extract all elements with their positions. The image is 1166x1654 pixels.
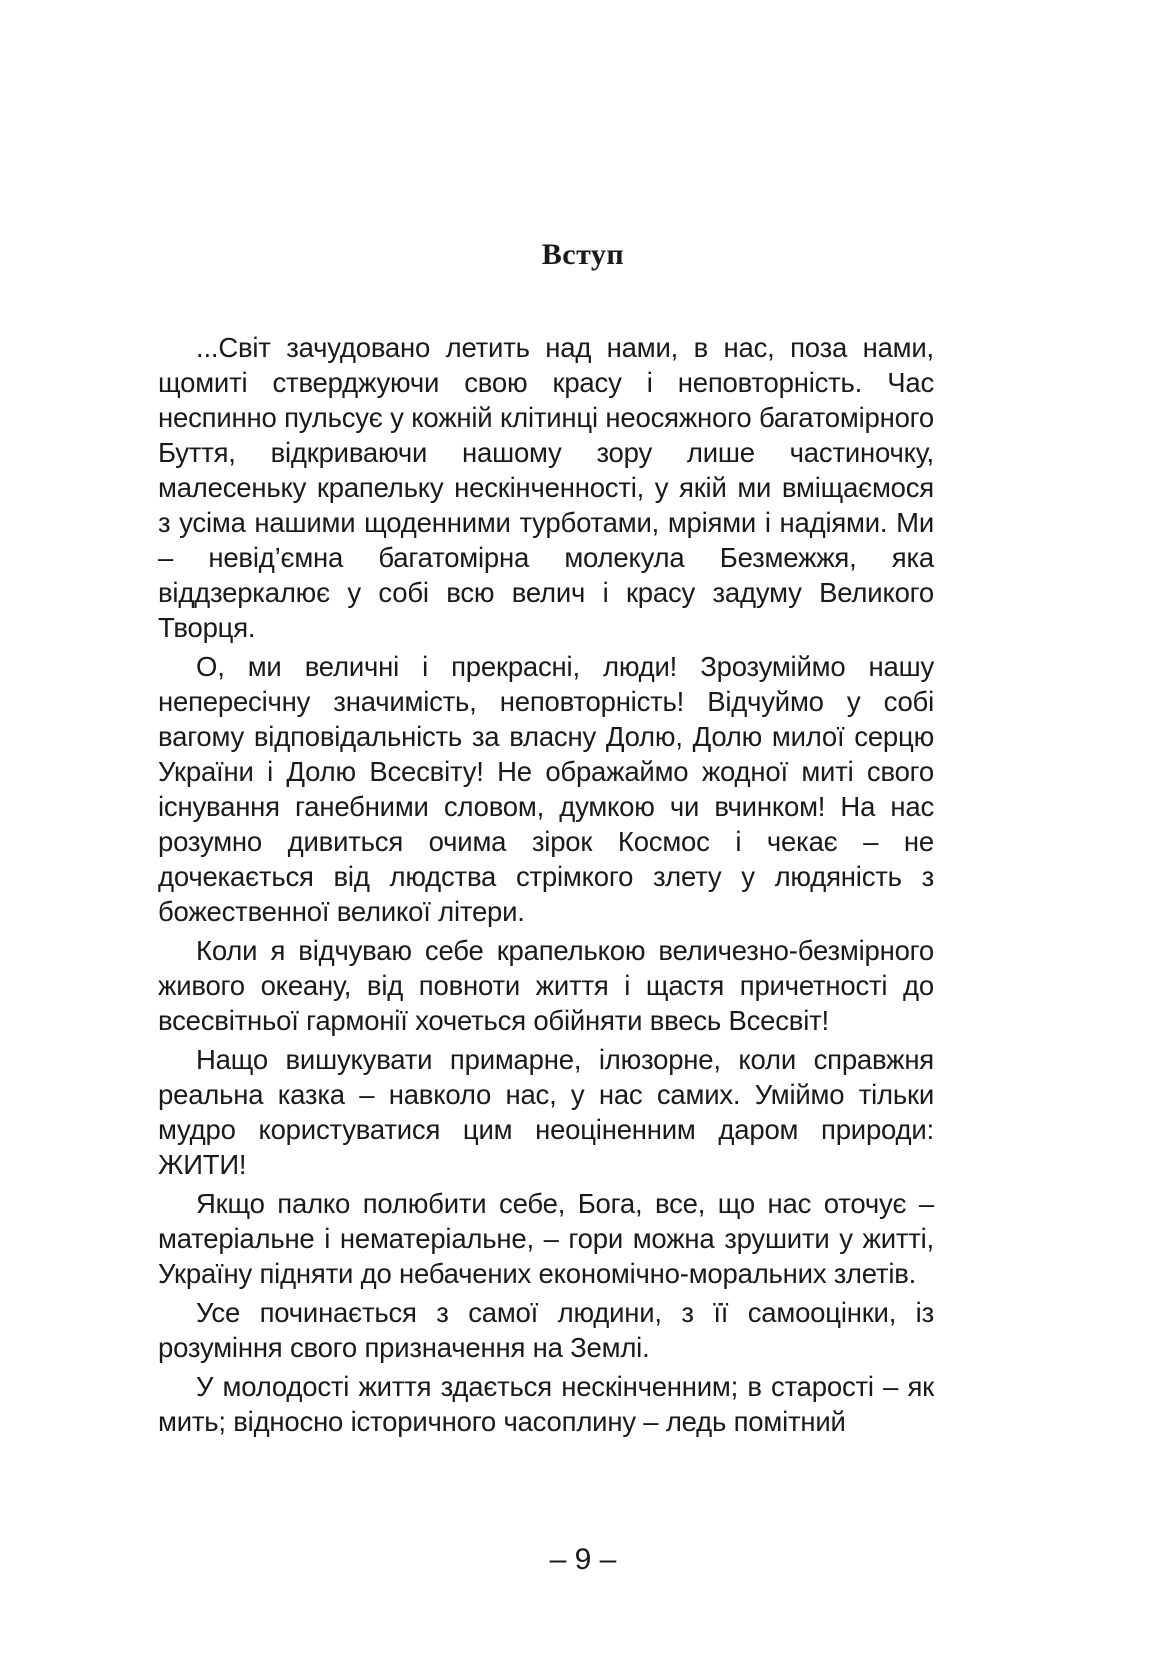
page-number: – 9 –	[549, 1543, 617, 1576]
paragraph: У молодості життя здається нескінченним; в старості – як мить; відносно історичного часоплину – ледь помітний	[158, 1371, 934, 1437]
paragraph: Усе починається з самої людини, з її самооцінки, із розуміння свого призначення на Землі.	[158, 1297, 934, 1363]
paragraph: Коли я відчуваю себе крапелькою величезно-безмірного живого океану, від повноти життя і щастя причетності до всесвітньої гармонії хочеться обійняти ввесь Всесвіт!	[158, 935, 934, 1036]
paragraph: Якщо палко полюбити себе, Бога, все, що нас оточує – матеріальне і нематеріальне, – гори можна зрушити у житті, Україну підняти до небачених економічно-моральних злетів.	[158, 1188, 934, 1289]
chapter-title: Вступ	[541, 238, 625, 271]
body-text	[158, 330, 934, 1443]
paragraph: О, ми величні і прекрасні, люди! Зрозуміймо нашу непересічну значимість, неповторність! Відчуймо у собі вагому відповідальність за власну Долю, Долю милої серцю України і Долю Всесвіту! Не ображаймо жодної миті свого існування ганебними словом, думкою чи вчинком! На нас розумно дивиться очима зірок Космос і чекає – не дочекається від людства стрімкого злету у людяність з божественної великої літери.	[158, 651, 934, 927]
paragraph: Нащо вишукувати примарне, ілюзорне, коли справжня реальна казка – навколо нас, у нас самих. Уміймо тільки мудро користуватися цим неоціненним даром природи: ЖИТИ!	[158, 1044, 934, 1180]
paragraph: ...Світ зачудовано летить над нами, в нас, поза нами, щомиті стверджуючи свою красу і неповторність. Час неспинно пульсує у кожній клітинці неосяжного багатомірного Буття, відкриваючи нашому зору лише частиночку, малесеньку крапельку нескінченності, у якій ми вміщаємося з усіма нашими щоденними турботами, мріями і надіями. Ми – невід’ємна багатомірна молекула Безмежжя, яка віддзеркалює у собі всю велич і красу задуму Великого Творця.	[158, 332, 934, 643]
